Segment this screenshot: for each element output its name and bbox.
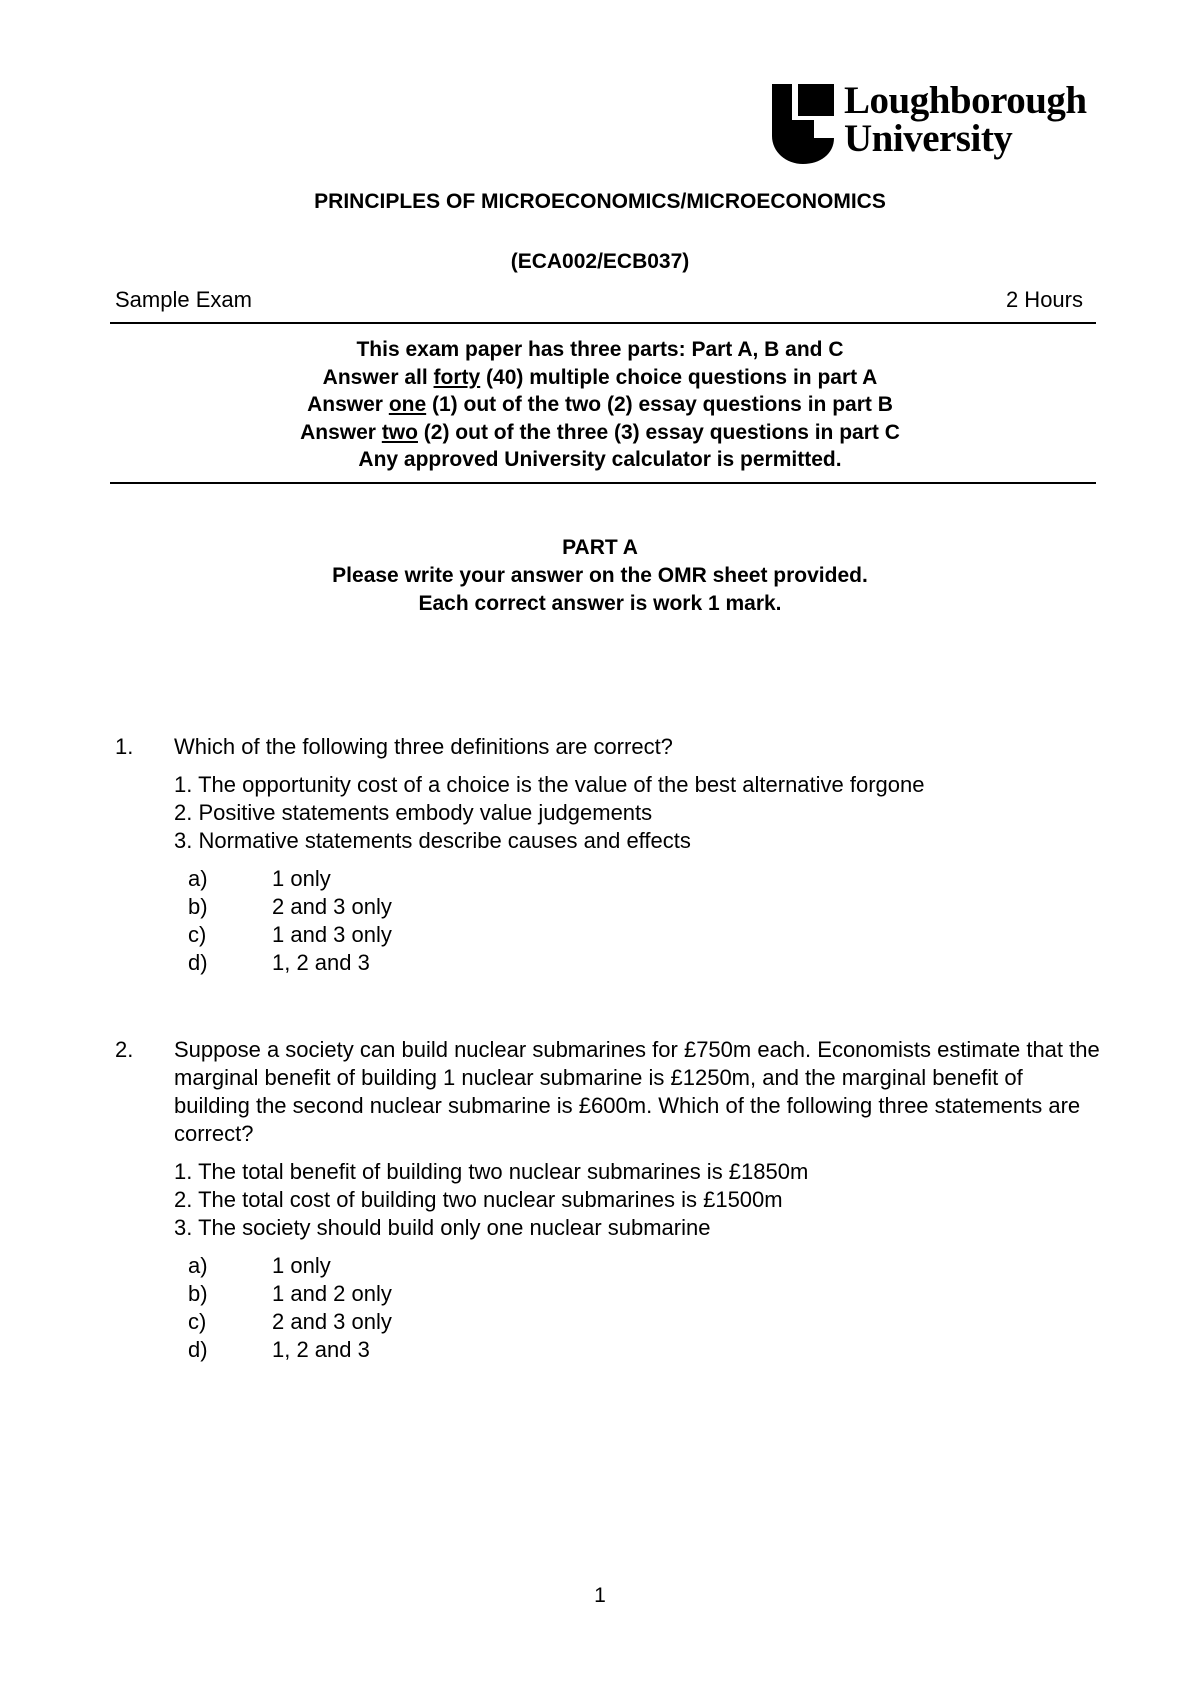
underlined-word: forty bbox=[433, 365, 481, 389]
underlined-word: two bbox=[381, 420, 418, 444]
top-divider bbox=[110, 322, 1096, 324]
instruction-line-5: Any approved University calculator is permitted. bbox=[358, 448, 842, 471]
underlined-word: one bbox=[388, 393, 427, 416]
statement-item: 3. Normative statements describe causes and effects bbox=[174, 828, 691, 853]
option-letter: a) bbox=[188, 1253, 208, 1278]
option-b bbox=[174, 893, 1100, 921]
bottom-divider bbox=[110, 482, 1096, 484]
statement-item: 3. The society should build only one nuclear submarine bbox=[174, 1215, 711, 1240]
university-name bbox=[844, 79, 1087, 160]
part-a-title: PART A bbox=[562, 536, 638, 559]
option-text: 2 and 3 only bbox=[272, 894, 392, 919]
part-a-header bbox=[0, 534, 1200, 618]
statement-item: 2. The total cost of building two nuclear submarines is £1500m bbox=[174, 1187, 783, 1212]
question-stem: Suppose a society can build nuclear submarines for £750m each. Economists estimate that the marginal benefit of building 1 nuclear submarine is £1250m, and the marginal benefit of building the second nuclear submarine is £600m. Which of the following three statements are correct? bbox=[174, 1037, 1100, 1146]
university-shield-icon bbox=[772, 84, 834, 164]
statement-item: 2. Positive statements embody value judgements bbox=[174, 800, 653, 825]
instruction-line-2: Answer all forty (40) multiple choice questions in part A bbox=[322, 365, 878, 389]
option-c bbox=[174, 921, 1100, 949]
option-letter: a) bbox=[188, 866, 208, 891]
question-stem: Which of the following three definitions are correct? bbox=[174, 734, 673, 759]
option-c bbox=[174, 1308, 1100, 1336]
option-a bbox=[174, 865, 1100, 893]
option-letter: d) bbox=[188, 950, 208, 975]
option-a bbox=[174, 1252, 1100, 1280]
question-number: 1. bbox=[115, 734, 134, 759]
instruction-line-4: Answer two (2) out of the three (3) essay questions in part C bbox=[300, 420, 900, 444]
university-logo bbox=[772, 79, 1102, 162]
option-text: 1 and 2 only bbox=[272, 1281, 392, 1306]
answer-options bbox=[174, 865, 1100, 977]
option-text: 1, 2 and 3 bbox=[272, 1337, 370, 1362]
page-number: 1 bbox=[594, 1584, 606, 1607]
exam-duration: 2 Hours bbox=[1005, 287, 1083, 312]
exam-type: Sample Exam bbox=[115, 287, 252, 312]
option-d bbox=[174, 949, 1100, 977]
exam-title: PRINCIPLES OF MICROECONOMICS/MICROECONOMICS bbox=[314, 190, 886, 213]
option-text: 2 and 3 only bbox=[272, 1309, 392, 1334]
option-letter: c) bbox=[188, 922, 207, 947]
question-2 bbox=[115, 1036, 1100, 1364]
option-text: 1 only bbox=[272, 1253, 331, 1278]
option-letter: d) bbox=[188, 1337, 208, 1362]
option-letter: c) bbox=[188, 1309, 207, 1334]
statement-item: 1. The total benefit of building two nuclear submarines is £1850m bbox=[174, 1159, 809, 1184]
exam-instructions bbox=[0, 336, 1200, 474]
question-1 bbox=[115, 733, 1100, 977]
module-code: (ECA002/ECB037) bbox=[510, 250, 690, 273]
option-b bbox=[174, 1280, 1100, 1308]
part-a-line-1: Please write your answer on the OMR sheet provided. bbox=[332, 564, 868, 587]
option-letter: b) bbox=[188, 894, 208, 919]
option-text: 1, 2 and 3 bbox=[272, 950, 370, 975]
option-text: 1 and 3 only bbox=[272, 922, 392, 947]
option-text: 1 only bbox=[272, 866, 331, 891]
option-d bbox=[174, 1336, 1100, 1364]
part-a-line-2: Each correct answer is work 1 mark. bbox=[418, 592, 782, 615]
statement-item: 1. The opportunity cost of a choice is the value of the best alternative forgone bbox=[174, 772, 925, 797]
instruction-line-1: This exam paper has three parts: Part A, B and C bbox=[356, 338, 844, 361]
answer-options bbox=[174, 1252, 1100, 1364]
option-letter: b) bbox=[188, 1281, 208, 1306]
logo-line-1: Loughborough bbox=[844, 79, 1087, 122]
instruction-line-3: Answer one (1) out of the two (2) essay questions in part B bbox=[307, 393, 893, 416]
question-number: 2. bbox=[115, 1037, 134, 1062]
logo-line-2: University bbox=[844, 117, 1013, 160]
